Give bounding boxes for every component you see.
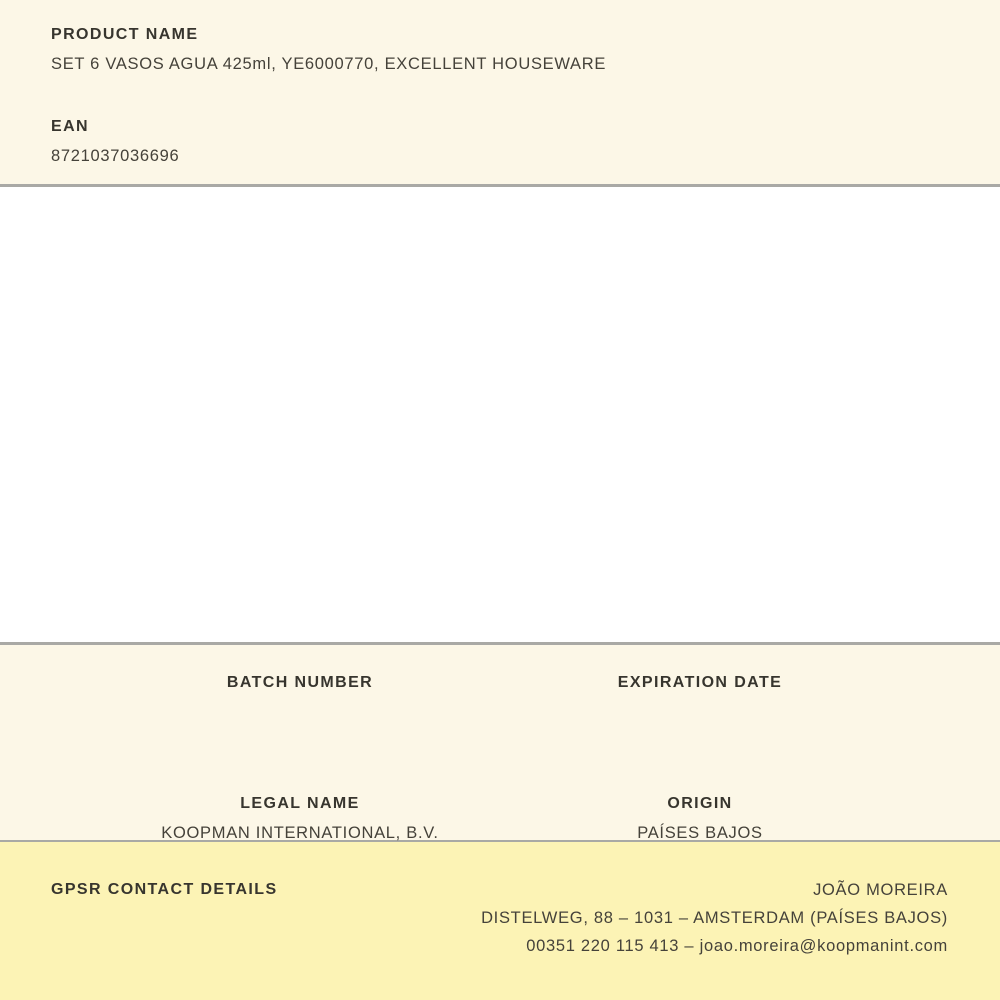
ean-label: EAN (51, 118, 89, 135)
expiration-date-value (500, 704, 900, 721)
ean-value: 8721037036696 (51, 147, 180, 165)
legal-name-label: LEGAL NAME (240, 795, 360, 812)
details-section (0, 645, 1000, 842)
product-name-field (51, 27, 949, 73)
product-name-label: PRODUCT NAME (51, 26, 199, 43)
origin-value: PAÍSES BAJOS (637, 824, 763, 842)
gpsr-contact-lines (278, 882, 948, 954)
contact-address: DISTELWEG, 88 – 1031 – AMSTERDAM (PAÍSES BAJOS) (481, 909, 948, 927)
gpsr-contact-section (0, 842, 1000, 1000)
contact-phone-email: 00351 220 115 413 – joao.moreira@koopmanint.com (526, 937, 948, 955)
expiration-date-label: EXPIRATION DATE (617, 674, 783, 691)
details-left-column (100, 675, 500, 840)
batch-number-value (100, 704, 500, 721)
batch-number-label: BATCH NUMBER (226, 674, 374, 691)
batch-number-field (100, 675, 500, 721)
origin-label: ORIGIN (667, 795, 733, 812)
product-image-placeholder (0, 187, 1000, 645)
ean-field (51, 119, 949, 165)
product-info-section (0, 0, 1000, 187)
gpsr-contact-heading: GPSR CONTACT DETAILS (51, 881, 278, 898)
product-name-value: SET 6 VASOS AGUA 425ml, YE6000770, EXCELLENT HOUSEWARE (51, 55, 607, 73)
details-right-column (500, 675, 900, 840)
expiration-date-field (500, 675, 900, 721)
legal-name-value: KOOPMAN INTERNATIONAL, B.V. (161, 824, 439, 842)
legal-name-field (100, 796, 500, 842)
origin-field (500, 796, 900, 842)
contact-person-name: JOÃO MOREIRA (813, 881, 948, 899)
